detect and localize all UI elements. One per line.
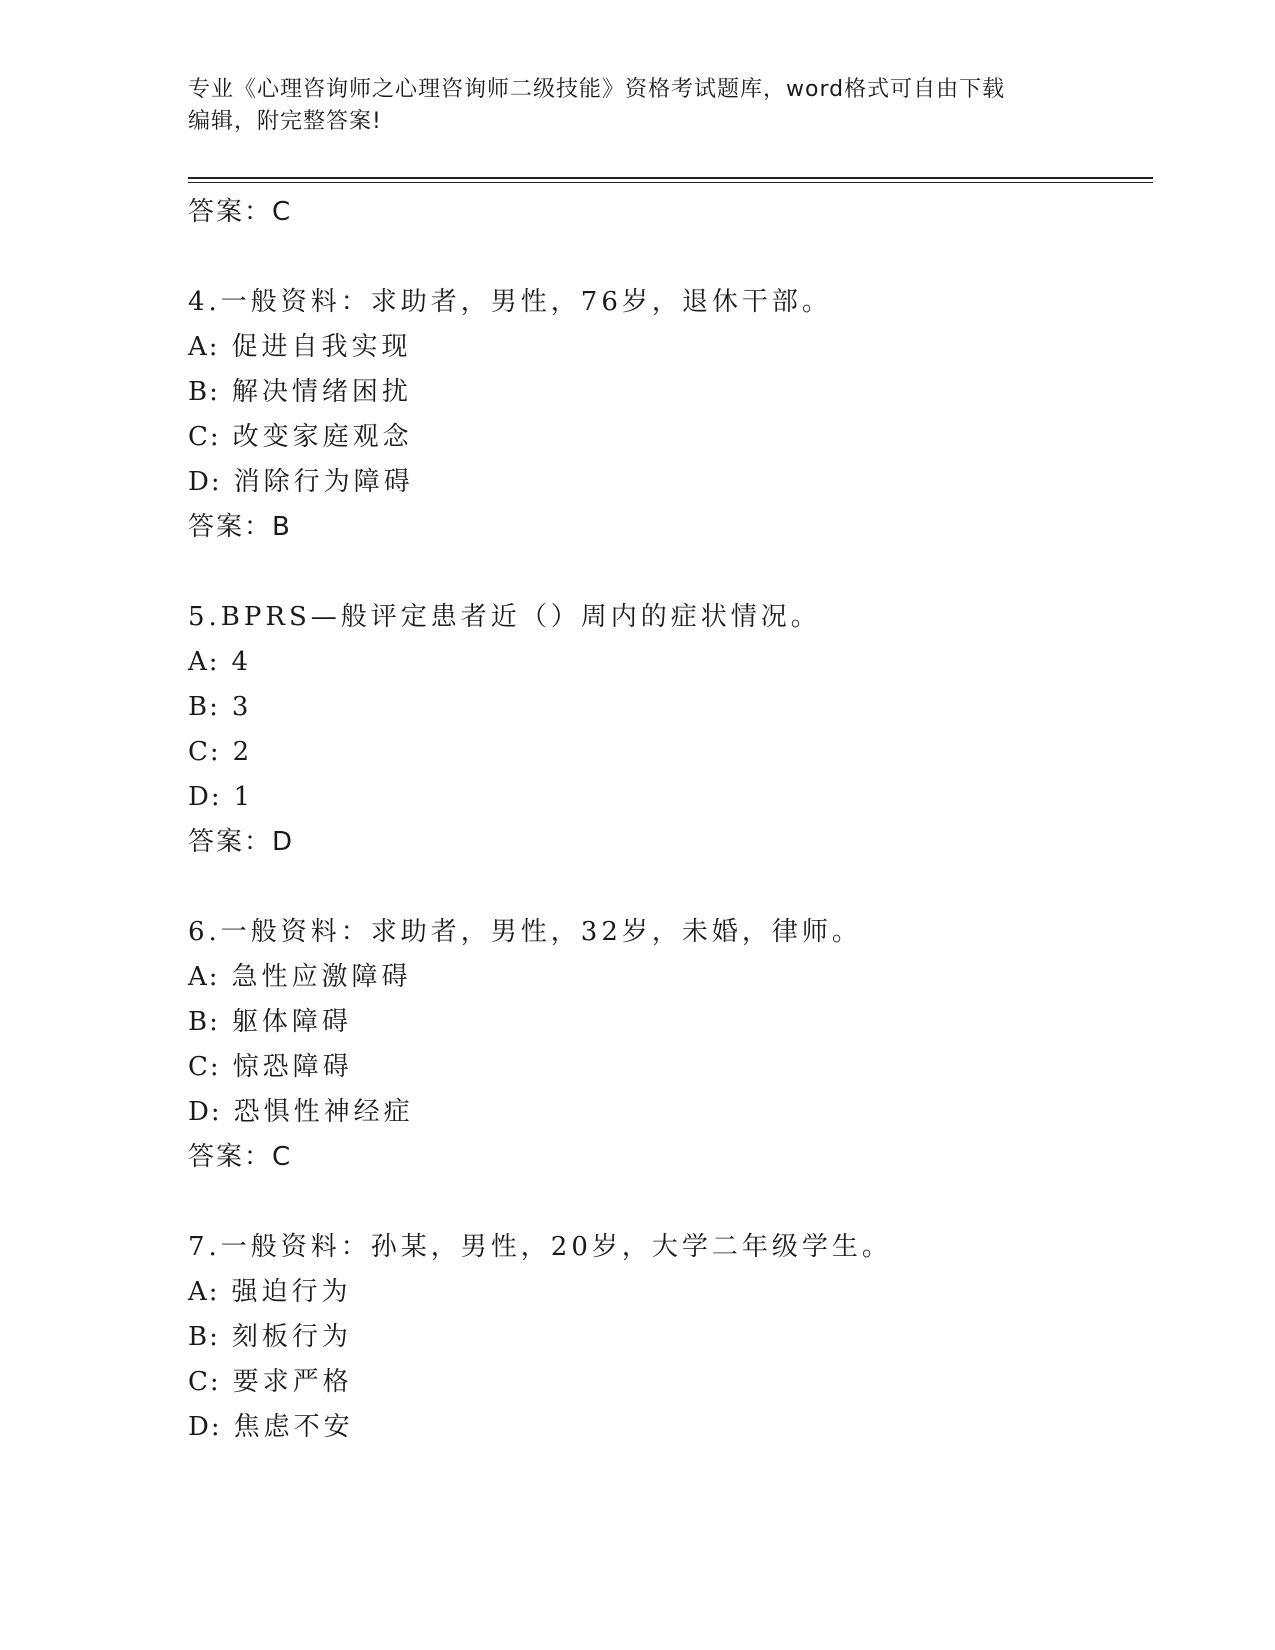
- question-item: [188, 280, 1153, 549]
- header-line-1: 专业《心理咨询师之心理咨询师二级技能》资格考试题库，word格式可自由下载: [188, 77, 1006, 102]
- option-c: C: 惊恐障碍: [188, 1052, 353, 1082]
- option-c: C: 要求严格: [188, 1367, 353, 1397]
- option-d: D: 1: [188, 782, 255, 812]
- question-item: [188, 1225, 1153, 1450]
- header-divider-thick: [188, 177, 1153, 179]
- answer-line: 答案：C: [188, 1142, 293, 1172]
- answer-line: 答案：B: [188, 512, 292, 542]
- option-c: C: 改变家庭观念: [188, 422, 413, 452]
- option-b: B: 3: [188, 692, 253, 722]
- question-item: [188, 595, 1153, 864]
- option-b: B: 解决情绪困扰: [188, 377, 412, 407]
- answer-line: 答案：C: [188, 197, 293, 227]
- question-text: 7.一般资料：孙某，男性，20岁，大学二年级学生。: [188, 1232, 892, 1262]
- header-line-2: 编辑，附完整答案!: [188, 109, 382, 134]
- question-item: [188, 910, 1153, 1179]
- answer-line: 答案：D: [188, 827, 295, 857]
- question-text: 4.一般资料：求助者，男性，76岁，退休干部。: [188, 287, 832, 317]
- option-a: A: 促进自我实现: [188, 332, 412, 362]
- question-text: 6.一般资料：求助者，男性，32岁，未婚，律师。: [188, 917, 862, 947]
- option-a: A: 强迫行为: [188, 1277, 352, 1307]
- option-c: C: 2: [188, 737, 254, 767]
- option-b: B: 刻板行为: [188, 1322, 352, 1352]
- header-divider-thin: [188, 182, 1153, 183]
- option-d: D: 消除行为障碍: [188, 467, 414, 497]
- question-list: [188, 190, 1153, 1450]
- option-d: D: 焦虑不安: [188, 1412, 354, 1442]
- document-header: [188, 74, 1088, 138]
- option-b: B: 躯体障碍: [188, 1007, 352, 1037]
- question-text: 5.BPRS—般评定患者近（）周内的症状情况。: [188, 602, 821, 632]
- option-d: D: 恐惧性神经症: [188, 1097, 414, 1127]
- option-a: A: 4: [188, 647, 253, 677]
- option-a: A: 急性应激障碍: [188, 962, 412, 992]
